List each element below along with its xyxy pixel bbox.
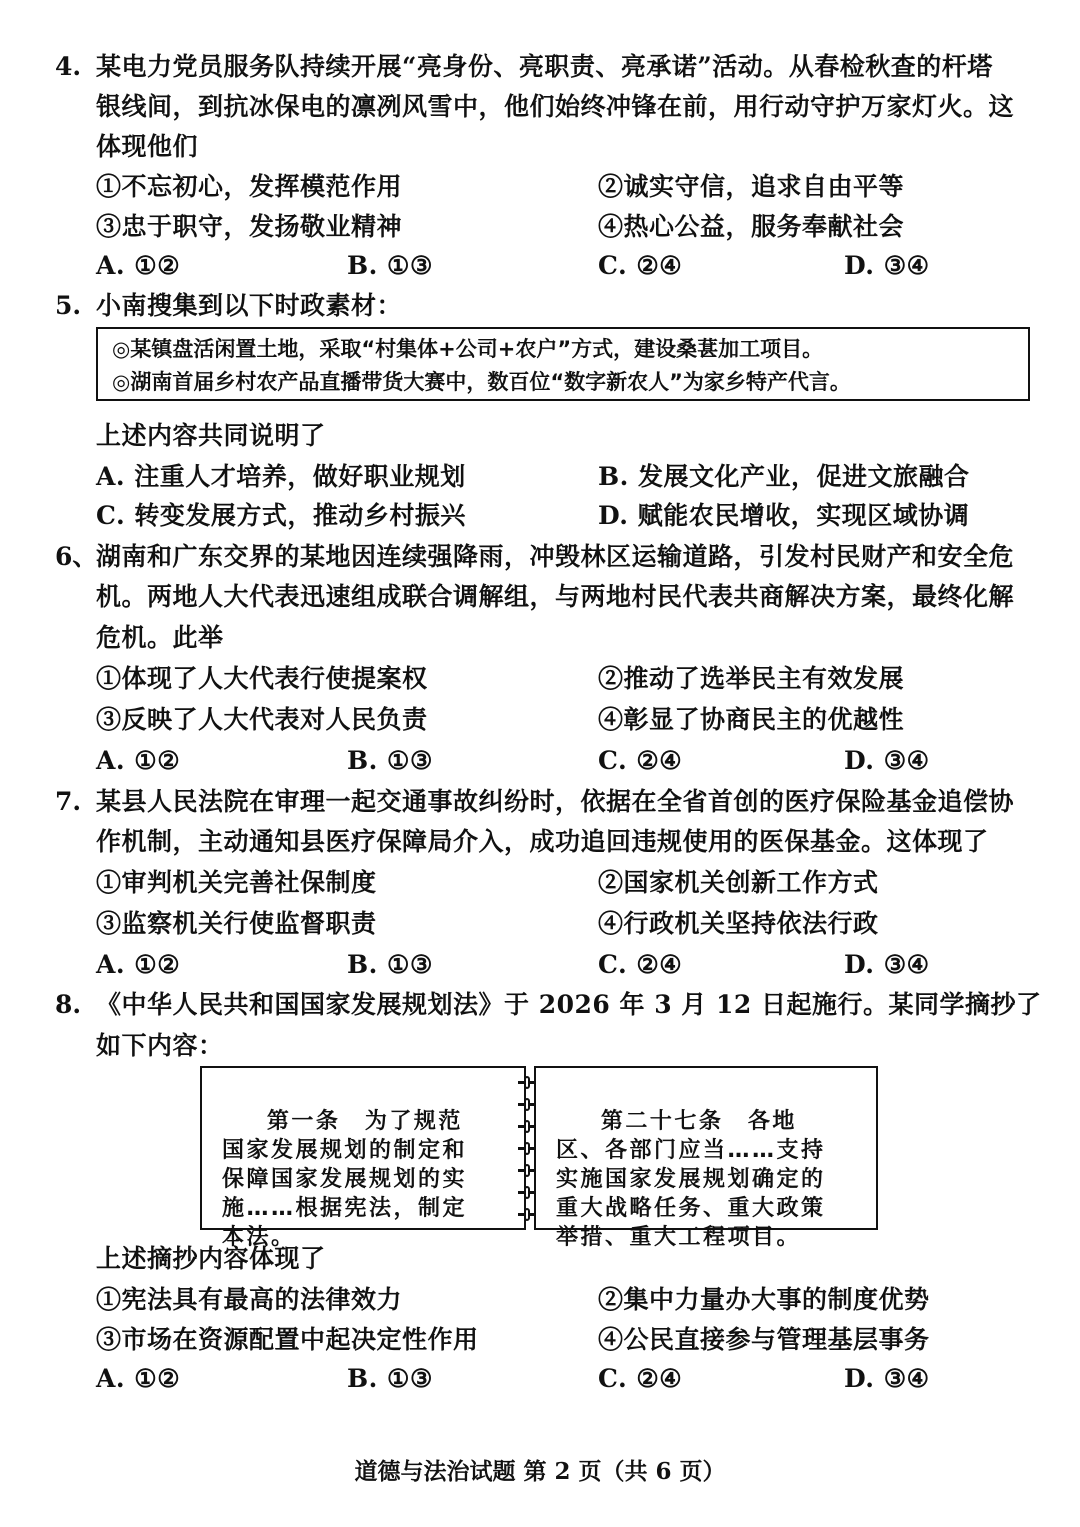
q4-option-1: ①不忘初心，发挥模范作用 [96,172,403,201]
q5-choice-d: D. 赋能农民增收，实现区域协调 [598,501,970,530]
q8-excerpt-right [534,1066,878,1250]
q4-choice-d: D. ③④ [844,251,930,280]
q8-choice-d: D. ③④ [844,1364,930,1393]
q4-stem-line-1: 某电力党员服务队持续开展“亮身份、亮职责、亮承诺”活动。从春检秋查的杆塔 [96,52,993,81]
q5-stem: 上述内容共同说明了 [96,421,326,450]
q4-choice-c: C. ②④ [598,251,683,280]
q6-choice-a: A. ①② [96,746,181,775]
q6-option-2: ②推动了选举民主有效发展 [598,664,905,693]
q8-choice-a: A. ①② [96,1364,181,1393]
q7-choice-c: C. ②④ [598,950,683,979]
q8-number: 8. [55,990,82,1019]
q8-option-2: ②集中力量办大事的制度优势 [598,1285,930,1314]
q7-choice-d: D. ③④ [844,950,930,979]
q7-stem-line-1: 某县人民法院在审理一起交通事故纠纷时，依据在全省首创的医疗保险基金追偿协 [96,787,1015,816]
q6-option-4: ④彰显了协商民主的优越性 [598,705,905,734]
q4-option-2: ②诚实守信，追求自由平等 [598,172,905,201]
q5-choice-c: C. 转变发展方式，推动乡村振兴 [96,501,466,530]
q6-choice-b: B. ①③ [347,746,433,775]
q4-choice-b: B. ①③ [347,251,433,280]
q5-material-2: ◎湖南首届乡村农产品直播带货大赛中，数百位“数字新农人”为家乡特产代言。 [112,370,851,394]
q7-number: 7. [55,787,82,816]
q7-choice-a: A. ①② [96,950,181,979]
q7-option-1: ①审判机关完善社保制度 [96,868,377,897]
q7-option-4: ④行政机关坚持依法行政 [598,909,879,938]
q8-choice-c: C. ②④ [598,1364,683,1393]
q8-stem-line-2: 如下内容： [96,1031,224,1060]
q5-number: 5. [55,291,82,320]
q6-choice-c: C. ②④ [598,746,683,775]
q8-option-1: ①宪法具有最高的法律效力 [96,1285,403,1314]
q6-stem-line-2: 机。两地人大代表迅速组成联合调解组，与两地村民代表共商解决方案，最终化解 [96,582,1015,611]
q4-stem-line-3: 体现他们 [96,132,199,161]
q8-choice-b: B. ①③ [347,1364,433,1393]
page-footer: 道德与法治试题 第 2 页（共 6 页） [354,1458,726,1485]
q5-intro: 小南搜集到以下时政素材： [96,291,403,320]
q6-stem-line-3: 危机。此举 [96,623,224,652]
q6-option-1: ①体现了人大代表行使提案权 [96,664,428,693]
q8-excerpt-left-text: 第一条 为了规范 国家发展规划的制定和 保障国家发展规划的实 施……根据宪法，制定 本法。 [222,1109,468,1250]
q8-option-3: ③市场在资源配置中起决定性作用 [96,1325,479,1354]
q6-stem-line-1: 湖南和广东交界的某地因连续强降雨，冲毁林区运输道路，引发村民财产和安全危 [96,542,1015,571]
q5-material-box [96,327,1030,401]
q4-option-3: ③忠于职守，发扬敬业精神 [96,212,403,241]
q6-option-3: ③反映了人大代表对人民负责 [96,705,428,734]
q7-choice-b: B. ①③ [347,950,433,979]
q7-option-3: ③监察机关行使监督职责 [96,909,377,938]
q5-choice-b: B. 发展文化产业，促进文旅融合 [598,462,970,491]
q5-material-1: ◎某镇盘活闲置土地，采取“村集体+公司+农户”方式，建设桑葚加工项目。 [112,337,824,361]
q8-stem: 上述摘抄内容体现了 [96,1244,326,1273]
q8-excerpt-left [200,1066,526,1250]
q5-choice-a: A. 注重人才培养，做好职业规划 [96,462,466,491]
q6-choice-d: D. ③④ [844,746,930,775]
q8-excerpt-right-text: 第二十七条 各地 区、各部门应当……支持 实施国家发展规划确定的 重大战略任务、重大政策 举措、重大工程项目。 [556,1109,826,1250]
q8-stem-line-1: 《中华人民共和国国家发展规划法》于 2026 年 3 月 12 日起施行。某同学摘抄了 [96,990,1042,1019]
q4-number: 4. [55,52,82,81]
q6-number: 6、 [55,542,98,571]
q4-choice-a: A. ①② [96,251,181,280]
q4-option-4: ④热心公益，服务奉献社会 [598,212,905,241]
q8-option-4: ④公民直接参与管理基层事务 [598,1325,930,1354]
q4-stem-line-2: 银线间，到抗冰保电的凛冽风雪中，他们始终冲锋在前，用行动守护万家灯火。这 [96,92,1015,121]
q7-stem-line-2: 作机制，主动通知县医疗保障局介入，成功追回违规使用的医保基金。这体现了 [96,827,989,856]
q7-option-2: ②国家机关创新工作方式 [598,868,879,897]
